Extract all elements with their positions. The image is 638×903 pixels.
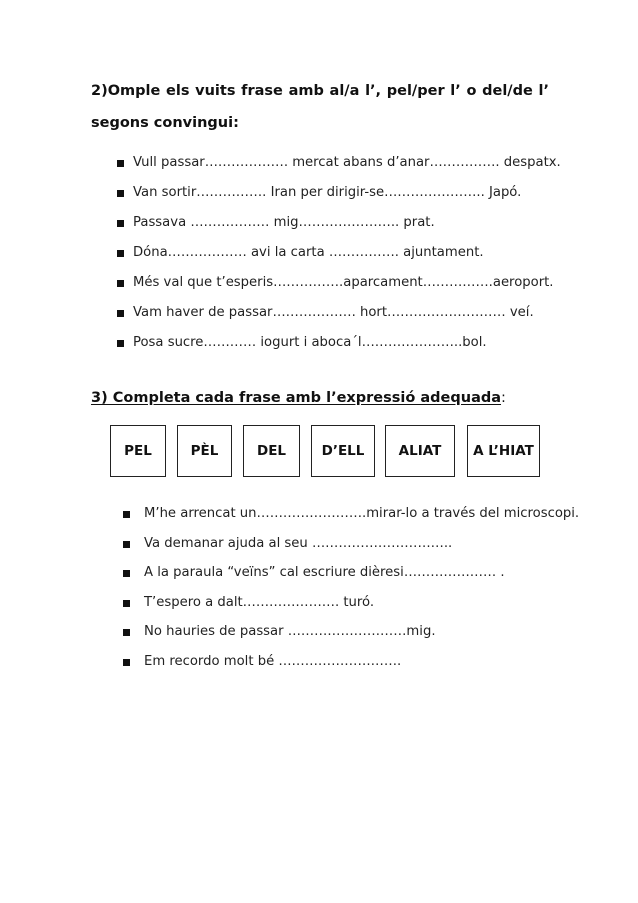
word-options-boxes [110, 425, 540, 477]
list-item: Passava ……………… mig………………….. prat. [117, 208, 561, 238]
section-2-list [117, 148, 561, 358]
section-3-heading-colon: : [501, 390, 506, 406]
section-3-heading [91, 382, 549, 414]
list-item: Vull passar………………. mercat abans d’anar……………. despatx. [117, 148, 561, 178]
list-item: T’espero a dalt…………………. turó. [123, 588, 579, 618]
list-item: Vam haver de passar………………. hort……………………… veí. [117, 298, 561, 328]
word-option-box: DEL [243, 425, 300, 477]
word-option-box: ALIAT [385, 425, 455, 477]
list-item: Més val que t’esperis…………….aparcament…………….aeroport. [117, 268, 561, 298]
list-item: Va demanar ajuda al seu ………………………….. [123, 529, 579, 559]
list-item: Posa sucre………… iogurt i aboca´l…………………..bol. [117, 328, 561, 358]
list-item: Van sortir……………. Iran per dirigir-se………………….. Japó. [117, 178, 561, 208]
word-option-box: PÈL [177, 425, 232, 477]
list-item: Em recordo molt bé ………………………. [123, 647, 579, 677]
word-option-box: PEL [110, 425, 166, 477]
word-option-box: A L’HIAT [467, 425, 540, 477]
section-2-heading: 2)Omple els vuits frase amb al/a l’, pel/per l’ o del/de l’ segons convingui: [91, 83, 549, 131]
list-item: A la paraula “veïns” cal escriure dièresi………………… . [123, 558, 579, 588]
list-item: M’he arrencat un…………………….mirar-lo a través del microscopi. [123, 499, 579, 529]
word-option-box: D’ELL [311, 425, 375, 477]
list-item: Dóna……………… avi la carta ……………. ajuntament. [117, 238, 561, 268]
section-3-list [123, 499, 579, 676]
list-item: No hauries de passar ………………………mig. [123, 617, 579, 647]
section-3-heading-text: 3) Completa cada frase amb l’expressió adequada [91, 390, 502, 406]
